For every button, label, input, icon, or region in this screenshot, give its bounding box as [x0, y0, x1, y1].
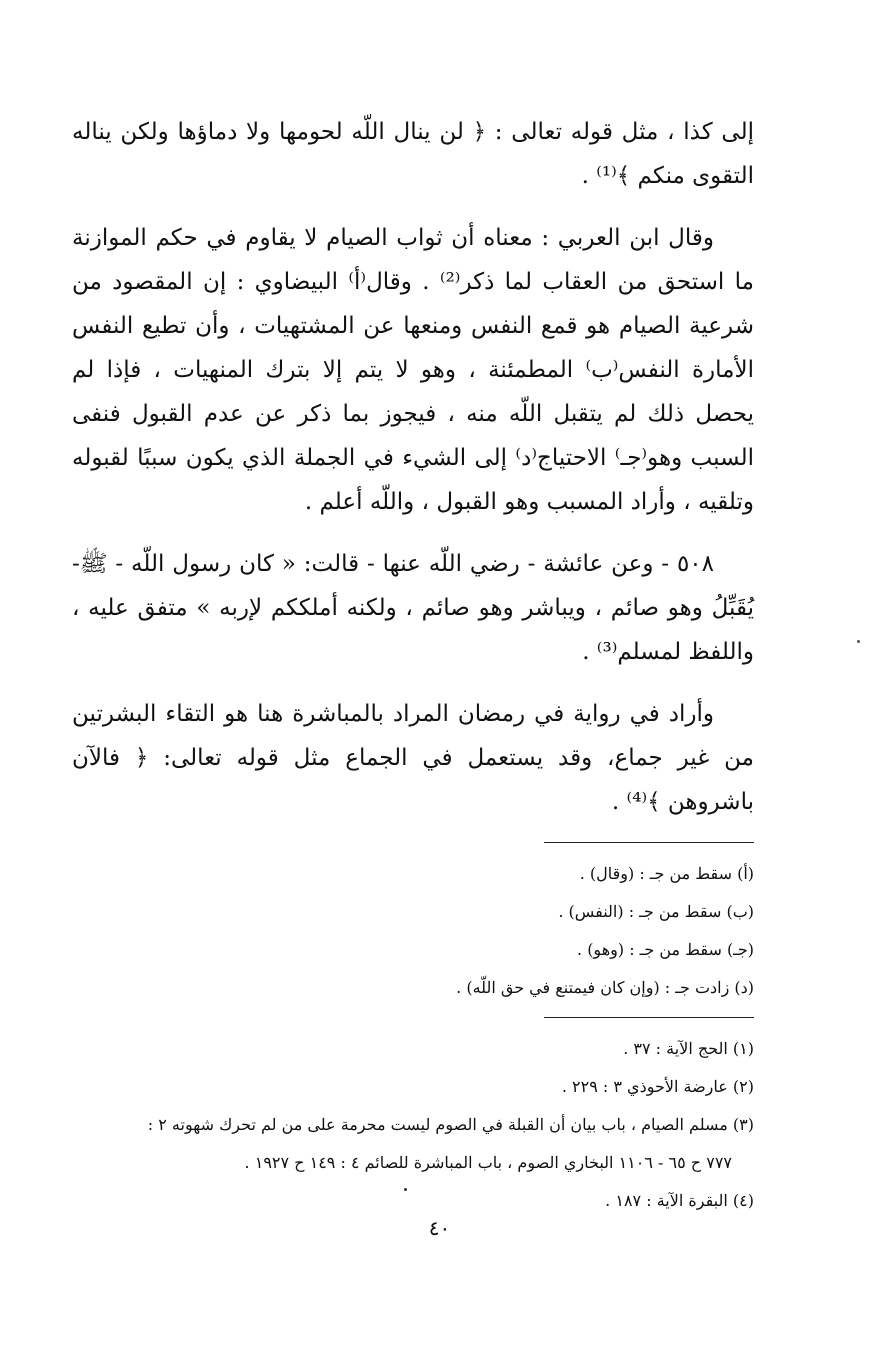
- ornament-dot: [404, 1188, 407, 1191]
- page-body: [72, 110, 754, 1220]
- paragraph-1: إلى كذا ، مثل قوله تعالى : ﴿ لن ينال اللّه لحومها ولا دماؤها ولكن يناله التقوى منكم ﴾⁽¹⁾ .: [72, 119, 754, 189]
- variant-note: (د) زادت جـ : (وإن كان فيمتنع في حق اللّه) .: [456, 978, 754, 997]
- variant-note: (ب) سقط من جـ : (النفس) .: [558, 902, 754, 921]
- paragraph-4: وأراد في رواية في رمضان المراد بالمباشرة هنا هو التقاء البشرتين من غير جماع، وقد يستعمل في الجماع مثل قوله تعالى: ﴿ فالآن باشروهن ﴾⁽⁴⁾ .: [72, 701, 754, 815]
- paragraph-2: وقال ابن العربي : معناه أن ثواب الصيام لا يقاوم في حكم الموازنة ما استحق من العقاب لما ذكر⁽²⁾ . وقال⁽أ⁾ البيضاوي : إن المقصود من شرعية الصيام هو قمع النفس ومنعها عن المشتهيات ، وأن تطيع النفس الأمارة النفس⁽ب⁾ المطمئنة ، وهو لا يتم إلا بترك المنهيات ، فإذا لم يحصل ذلك لم يتقبل اللّه منه ، فيجوز بما ذكر عن عدم القبول فنفى السبب وهو⁽جـ⁾ الاحتياج⁽د⁾ إلى الشيء في الجملة الذي يكون سببًا لقبوله وتلقيه ، وأراد المسبب وهو القبول ، واللّه أعلم .: [72, 225, 754, 515]
- source-note: (٤) البقرة الآية : ١٨٧ .: [605, 1191, 754, 1210]
- paragraph-hadith-508: ٥٠٨ - وعن عائشة - رضي اللّه عنها - قالت: « كان رسول اللّه - ﷺ- يُقَبِّلُ وهو صائم ، ويباشر وهو صائم ، ولكنه أملككم لإربه » متفق عليه ، واللفظ لمسلم⁽³⁾ .: [72, 551, 754, 665]
- page-number: ٤٠: [428, 1216, 451, 1240]
- footnote-divider-variants: [544, 842, 754, 843]
- source-note: (٢) عارضة الأحوذي ٣ : ٢٢٩ .: [561, 1077, 754, 1096]
- footnote-divider-sources: [544, 1017, 754, 1018]
- variant-note: (أ) سقط من جـ : (وقال) .: [579, 864, 754, 883]
- source-note: (٣) مسلم الصيام ، باب بيان أن القبلة في الصوم ليست محرمة على من لم تحرك شهوته ٢ :: [147, 1115, 754, 1134]
- variant-note: (جـ) سقط من جـ : (وهو) .: [577, 940, 754, 959]
- source-note-continuation: ٧٧٧ ح ٦٥ - ١١٠٦ البخاري الصوم ، باب المباشرة للصائم ٤ : ١٤٩ ح ١٩٢٧ .: [244, 1153, 732, 1172]
- source-note: (١) الحج الآية : ٣٧ .: [623, 1039, 754, 1058]
- margin-mark: [857, 640, 860, 643]
